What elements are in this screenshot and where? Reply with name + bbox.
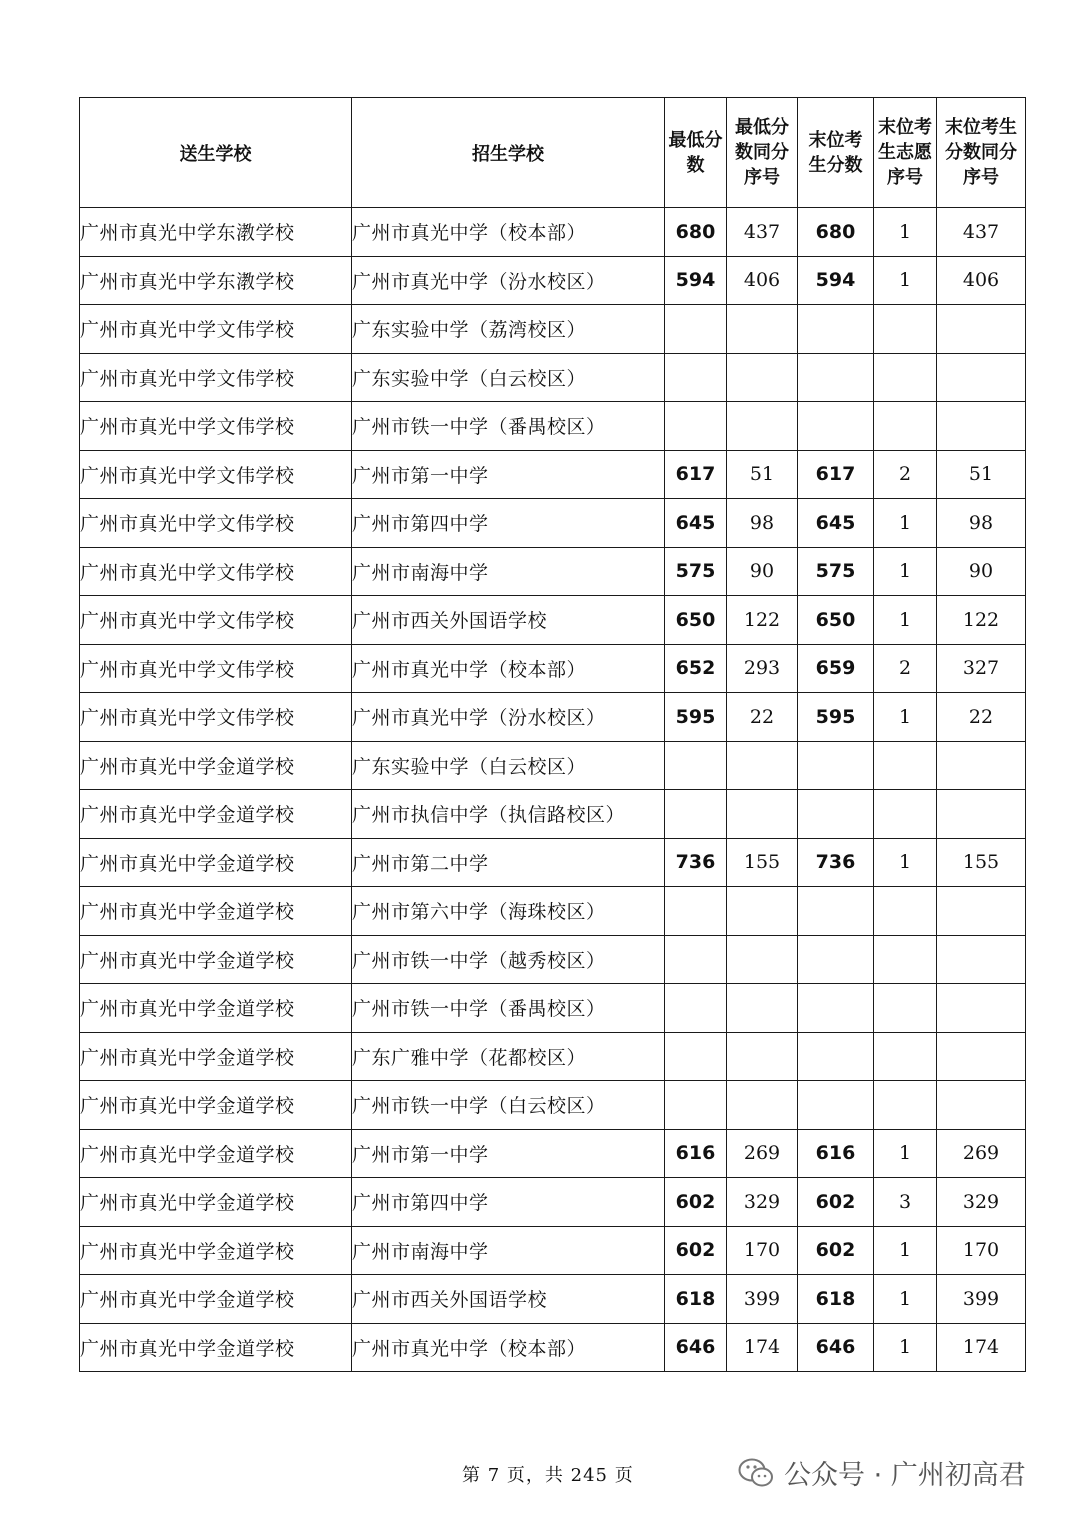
cell-last-score bbox=[798, 984, 874, 1033]
table-body bbox=[80, 208, 1026, 1372]
cell-min-score: 645 bbox=[665, 499, 727, 548]
cell-last-choice-rank bbox=[874, 741, 937, 790]
cell-last-choice-rank bbox=[874, 1081, 937, 1130]
cell-last-score-tie-rank bbox=[937, 353, 1026, 402]
cell-last-score-tie-rank bbox=[937, 887, 1026, 936]
header-admitting-school: 招生学校 bbox=[352, 98, 665, 208]
cell-last-choice-rank bbox=[874, 887, 937, 936]
cell-min-score bbox=[665, 984, 727, 1033]
cell-min-score bbox=[665, 353, 727, 402]
cell-sending-school: 广州市真光中学文伟学校 bbox=[80, 353, 352, 402]
cell-admitting-school: 广东广雅中学（花都校区） bbox=[352, 1032, 665, 1081]
cell-min-score-tie-rank bbox=[727, 353, 798, 402]
cell-last-score-tie-rank bbox=[937, 1032, 1026, 1081]
cell-min-score: 616 bbox=[665, 1129, 727, 1178]
cell-min-score-tie-rank: 406 bbox=[727, 256, 798, 305]
cell-last-score bbox=[798, 790, 874, 839]
cell-last-choice-rank bbox=[874, 353, 937, 402]
cell-last-choice-rank: 2 bbox=[874, 644, 937, 693]
cell-admitting-school: 广州市西关外国语学校 bbox=[352, 1275, 665, 1324]
cell-sending-school: 广州市真光中学金道学校 bbox=[80, 790, 352, 839]
table-row bbox=[80, 450, 1026, 499]
cell-last-score-tie-rank bbox=[937, 305, 1026, 354]
cell-admitting-school: 广州市真光中学（校本部） bbox=[352, 1323, 665, 1372]
cell-last-score: 736 bbox=[798, 838, 874, 887]
table-row bbox=[80, 1129, 1026, 1178]
cell-min-score: 680 bbox=[665, 208, 727, 257]
cell-admitting-school: 广州市南海中学 bbox=[352, 547, 665, 596]
table-row bbox=[80, 741, 1026, 790]
cell-last-score: 602 bbox=[798, 1178, 874, 1227]
cell-min-score-tie-rank bbox=[727, 1032, 798, 1081]
cell-last-score-tie-rank bbox=[937, 984, 1026, 1033]
table-row bbox=[80, 838, 1026, 887]
cell-last-choice-rank bbox=[874, 402, 937, 451]
table-row bbox=[80, 1323, 1026, 1372]
cell-min-score bbox=[665, 887, 727, 936]
cell-min-score: 618 bbox=[665, 1275, 727, 1324]
cell-last-score-tie-rank: 329 bbox=[937, 1178, 1026, 1227]
cell-sending-school: 广州市真光中学金道学校 bbox=[80, 838, 352, 887]
cell-min-score: 736 bbox=[665, 838, 727, 887]
cell-min-score-tie-rank: 329 bbox=[727, 1178, 798, 1227]
cell-last-choice-rank: 1 bbox=[874, 693, 937, 742]
cell-last-score: 618 bbox=[798, 1275, 874, 1324]
cell-min-score bbox=[665, 1032, 727, 1081]
cell-sending-school: 广州市真光中学金道学校 bbox=[80, 887, 352, 936]
cell-min-score: 602 bbox=[665, 1178, 727, 1227]
cell-min-score-tie-rank bbox=[727, 305, 798, 354]
cell-admitting-school: 广东实验中学（白云校区） bbox=[352, 353, 665, 402]
cell-admitting-school: 广州市铁一中学（白云校区） bbox=[352, 1081, 665, 1130]
table-row bbox=[80, 402, 1026, 451]
header-sending-school: 送生学校 bbox=[80, 98, 352, 208]
cell-last-choice-rank: 1 bbox=[874, 596, 937, 645]
cell-admitting-school: 广州市第一中学 bbox=[352, 1129, 665, 1178]
cell-min-score-tie-rank: 155 bbox=[727, 838, 798, 887]
cell-sending-school: 广州市真光中学金道学校 bbox=[80, 1226, 352, 1275]
cell-sending-school: 广州市真光中学文伟学校 bbox=[80, 450, 352, 499]
cell-min-score-tie-rank: 399 bbox=[727, 1275, 798, 1324]
cell-last-score-tie-rank: 327 bbox=[937, 644, 1026, 693]
table-row bbox=[80, 984, 1026, 1033]
cell-min-score bbox=[665, 1081, 727, 1130]
table-row bbox=[80, 887, 1026, 936]
cell-admitting-school: 广州市铁一中学（越秀校区） bbox=[352, 935, 665, 984]
cell-min-score-tie-rank bbox=[727, 741, 798, 790]
cell-sending-school: 广州市真光中学金道学校 bbox=[80, 741, 352, 790]
cell-min-score-tie-rank: 122 bbox=[727, 596, 798, 645]
table-row bbox=[80, 693, 1026, 742]
cell-min-score-tie-rank: 90 bbox=[727, 547, 798, 596]
cell-sending-school: 广州市真光中学文伟学校 bbox=[80, 644, 352, 693]
cell-last-score: 646 bbox=[798, 1323, 874, 1372]
cell-admitting-school: 广东实验中学（白云校区） bbox=[352, 741, 665, 790]
cell-sending-school: 广州市真光中学金道学校 bbox=[80, 935, 352, 984]
cell-min-score bbox=[665, 305, 727, 354]
header-last-choice-rank: 末位考生志愿序号 bbox=[874, 98, 937, 208]
table-row bbox=[80, 256, 1026, 305]
cell-last-score-tie-rank: 98 bbox=[937, 499, 1026, 548]
table-row bbox=[80, 208, 1026, 257]
cell-last-score-tie-rank: 399 bbox=[937, 1275, 1026, 1324]
cell-min-score: 575 bbox=[665, 547, 727, 596]
cell-last-score bbox=[798, 1032, 874, 1081]
cell-admitting-school: 广州市西关外国语学校 bbox=[352, 596, 665, 645]
cell-last-score-tie-rank: 51 bbox=[937, 450, 1026, 499]
cell-min-score-tie-rank: 98 bbox=[727, 499, 798, 548]
cell-sending-school: 广州市真光中学金道学校 bbox=[80, 1178, 352, 1227]
cell-last-score-tie-rank: 90 bbox=[937, 547, 1026, 596]
cell-last-choice-rank bbox=[874, 305, 937, 354]
cell-last-score bbox=[798, 1081, 874, 1130]
table-row bbox=[80, 353, 1026, 402]
cell-min-score: 594 bbox=[665, 256, 727, 305]
cell-last-choice-rank: 1 bbox=[874, 1275, 937, 1324]
cell-last-choice-rank: 1 bbox=[874, 838, 937, 887]
cell-last-score: 602 bbox=[798, 1226, 874, 1275]
cell-min-score: 595 bbox=[665, 693, 727, 742]
table-row bbox=[80, 547, 1026, 596]
cell-sending-school: 广州市真光中学金道学校 bbox=[80, 1323, 352, 1372]
cell-last-score bbox=[798, 305, 874, 354]
cell-last-choice-rank: 1 bbox=[874, 499, 937, 548]
cell-last-score bbox=[798, 741, 874, 790]
cell-sending-school: 广州市真光中学东漖学校 bbox=[80, 256, 352, 305]
cell-last-score: 617 bbox=[798, 450, 874, 499]
cell-sending-school: 广州市真光中学文伟学校 bbox=[80, 596, 352, 645]
cell-admitting-school: 广州市真光中学（校本部） bbox=[352, 208, 665, 257]
cell-last-choice-rank: 1 bbox=[874, 547, 937, 596]
cell-sending-school: 广州市真光中学金道学校 bbox=[80, 984, 352, 1033]
cell-last-score-tie-rank: 269 bbox=[937, 1129, 1026, 1178]
cell-admitting-school: 广州市第一中学 bbox=[352, 450, 665, 499]
cell-last-choice-rank: 2 bbox=[874, 450, 937, 499]
cell-admitting-school: 广州市执信中学（执信路校区） bbox=[352, 790, 665, 839]
table-row bbox=[80, 790, 1026, 839]
cell-last-score bbox=[798, 887, 874, 936]
cell-last-choice-rank: 1 bbox=[874, 1129, 937, 1178]
cell-last-choice-rank bbox=[874, 935, 937, 984]
table-row bbox=[80, 1226, 1026, 1275]
table-row bbox=[80, 499, 1026, 548]
cell-last-score: 595 bbox=[798, 693, 874, 742]
cell-min-score-tie-rank bbox=[727, 887, 798, 936]
cell-last-score-tie-rank: 437 bbox=[937, 208, 1026, 257]
cell-sending-school: 广州市真光中学文伟学校 bbox=[80, 547, 352, 596]
cell-last-score-tie-rank: 155 bbox=[937, 838, 1026, 887]
cell-min-score: 646 bbox=[665, 1323, 727, 1372]
watermark-text: 公众号 · 广州初高君 bbox=[784, 1460, 1026, 1491]
cell-min-score bbox=[665, 790, 727, 839]
table-row bbox=[80, 1178, 1026, 1227]
table-row bbox=[80, 596, 1026, 645]
cell-sending-school: 广州市真光中学金道学校 bbox=[80, 1129, 352, 1178]
cell-sending-school: 广州市真光中学金道学校 bbox=[80, 1081, 352, 1130]
cell-admitting-school: 广州市南海中学 bbox=[352, 1226, 665, 1275]
cell-last-score: 594 bbox=[798, 256, 874, 305]
cell-admitting-school: 广州市真光中学（汾水校区） bbox=[352, 693, 665, 742]
cell-last-choice-rank: 1 bbox=[874, 208, 937, 257]
cell-min-score: 650 bbox=[665, 596, 727, 645]
header-last-score-tie-rank: 末位考生分数同分序号 bbox=[937, 98, 1026, 208]
cell-sending-school: 广州市真光中学文伟学校 bbox=[80, 499, 352, 548]
table-row bbox=[80, 1081, 1026, 1130]
cell-last-score-tie-rank: 22 bbox=[937, 693, 1026, 742]
table-row bbox=[80, 1275, 1026, 1324]
cell-min-score-tie-rank: 174 bbox=[727, 1323, 798, 1372]
cell-admitting-school: 广州市铁一中学（番禺校区） bbox=[352, 984, 665, 1033]
header-min-score-tie-rank: 最低分数同分序号 bbox=[727, 98, 798, 208]
cell-min-score-tie-rank: 293 bbox=[727, 644, 798, 693]
wechat-icon bbox=[738, 1457, 774, 1489]
cell-sending-school: 广州市真光中学文伟学校 bbox=[80, 305, 352, 354]
cell-min-score: 617 bbox=[665, 450, 727, 499]
cell-last-choice-rank: 1 bbox=[874, 1323, 937, 1372]
cell-last-score-tie-rank bbox=[937, 790, 1026, 839]
cell-min-score-tie-rank bbox=[727, 1081, 798, 1130]
table-row bbox=[80, 644, 1026, 693]
cell-last-score: 650 bbox=[798, 596, 874, 645]
cell-last-choice-rank bbox=[874, 790, 937, 839]
header-min-score: 最低分数 bbox=[665, 98, 727, 208]
cell-last-score: 659 bbox=[798, 644, 874, 693]
header-row bbox=[80, 98, 1026, 208]
cell-min-score bbox=[665, 741, 727, 790]
cell-sending-school: 广州市真光中学金道学校 bbox=[80, 1032, 352, 1081]
cell-min-score-tie-rank bbox=[727, 984, 798, 1033]
cell-admitting-school: 广东实验中学（荔湾校区） bbox=[352, 305, 665, 354]
cell-min-score-tie-rank: 437 bbox=[727, 208, 798, 257]
cell-admitting-school: 广州市铁一中学（番禺校区） bbox=[352, 402, 665, 451]
cell-last-score-tie-rank bbox=[937, 935, 1026, 984]
cell-last-score: 575 bbox=[798, 547, 874, 596]
cell-admitting-school: 广州市第六中学（海珠校区） bbox=[352, 887, 665, 936]
cell-last-score bbox=[798, 402, 874, 451]
cell-min-score-tie-rank bbox=[727, 935, 798, 984]
table-row bbox=[80, 1032, 1026, 1081]
cell-min-score-tie-rank bbox=[727, 790, 798, 839]
cell-last-score: 645 bbox=[798, 499, 874, 548]
cell-last-score-tie-rank: 406 bbox=[937, 256, 1026, 305]
cell-min-score: 602 bbox=[665, 1226, 727, 1275]
cell-last-score: 616 bbox=[798, 1129, 874, 1178]
cell-min-score-tie-rank: 170 bbox=[727, 1226, 798, 1275]
cell-last-score-tie-rank bbox=[937, 741, 1026, 790]
cell-min-score-tie-rank bbox=[727, 402, 798, 451]
cell-last-score-tie-rank bbox=[937, 402, 1026, 451]
cell-min-score bbox=[665, 402, 727, 451]
cell-min-score-tie-rank: 269 bbox=[727, 1129, 798, 1178]
cell-min-score bbox=[665, 935, 727, 984]
cell-last-score bbox=[798, 353, 874, 402]
cell-last-choice-rank: 1 bbox=[874, 256, 937, 305]
cell-last-score-tie-rank: 122 bbox=[937, 596, 1026, 645]
cell-admitting-school: 广州市真光中学（汾水校区） bbox=[352, 256, 665, 305]
cell-min-score: 652 bbox=[665, 644, 727, 693]
cell-last-choice-rank bbox=[874, 1032, 937, 1081]
cell-admitting-school: 广州市真光中学（校本部） bbox=[352, 644, 665, 693]
cell-last-score: 680 bbox=[798, 208, 874, 257]
cell-last-score bbox=[798, 935, 874, 984]
cell-sending-school: 广州市真光中学文伟学校 bbox=[80, 693, 352, 742]
page-number: 第 7 页，共 245 页 bbox=[462, 1465, 634, 1486]
cell-last-score-tie-rank: 174 bbox=[937, 1323, 1026, 1372]
cell-sending-school: 广州市真光中学文伟学校 bbox=[80, 402, 352, 451]
cell-admitting-school: 广州市第四中学 bbox=[352, 1178, 665, 1227]
cell-last-score-tie-rank: 170 bbox=[937, 1226, 1026, 1275]
cell-admitting-school: 广州市第二中学 bbox=[352, 838, 665, 887]
cell-admitting-school: 广州市第四中学 bbox=[352, 499, 665, 548]
cell-last-choice-rank: 3 bbox=[874, 1178, 937, 1227]
cell-last-choice-rank: 1 bbox=[874, 1226, 937, 1275]
cell-sending-school: 广州市真光中学东漖学校 bbox=[80, 208, 352, 257]
cell-min-score-tie-rank: 51 bbox=[727, 450, 798, 499]
admission-score-table bbox=[79, 97, 1026, 1372]
cell-min-score-tie-rank: 22 bbox=[727, 693, 798, 742]
header-last-score: 末位考生分数 bbox=[798, 98, 874, 208]
cell-last-score-tie-rank bbox=[937, 1081, 1026, 1130]
table-row bbox=[80, 935, 1026, 984]
cell-sending-school: 广州市真光中学金道学校 bbox=[80, 1275, 352, 1324]
cell-last-choice-rank bbox=[874, 984, 937, 1033]
table-row bbox=[80, 305, 1026, 354]
watermark bbox=[738, 1453, 1026, 1492]
